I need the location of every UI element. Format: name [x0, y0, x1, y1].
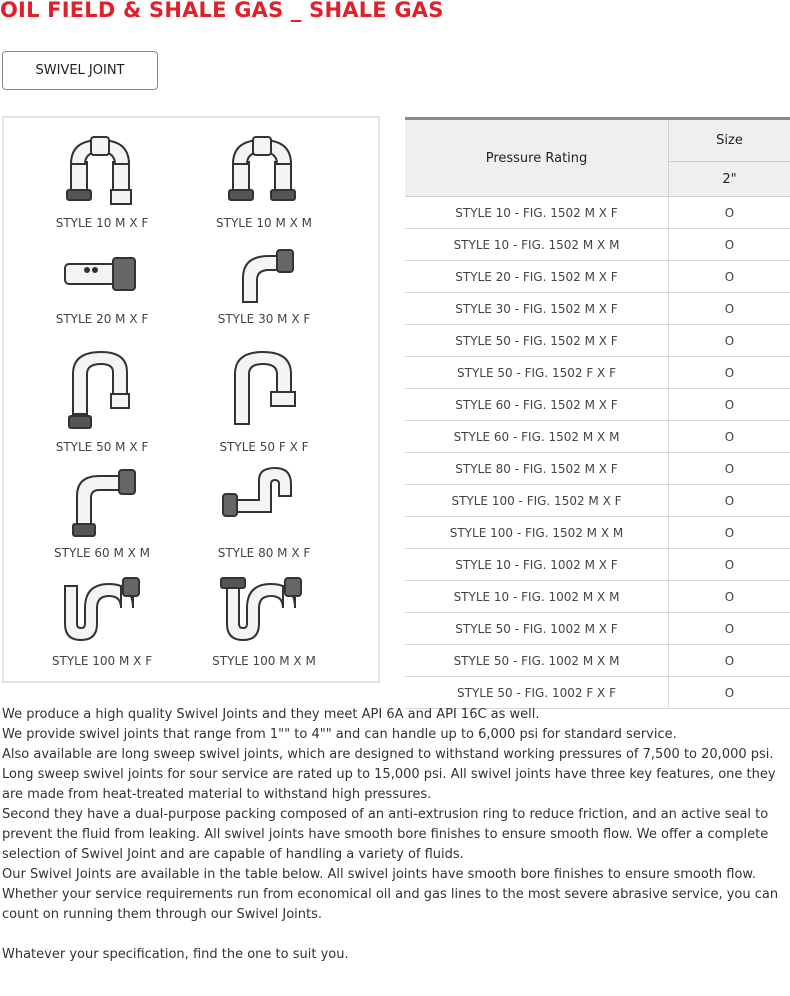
gallery-item[interactable]	[22, 456, 182, 560]
gallery-item[interactable]	[184, 456, 344, 560]
size-value-header: 2"	[669, 162, 790, 197]
table-row	[405, 581, 790, 613]
size-cell: O	[669, 293, 790, 325]
size-cell: O	[669, 645, 790, 677]
pressure-rating-cell: STYLE 50 - FIG. 1002 M X M	[405, 645, 669, 677]
table-row	[405, 389, 790, 421]
gallery-item[interactable]	[184, 572, 344, 668]
pressure-rating-cell: STYLE 50 - FIG. 1502 F X F	[405, 357, 669, 389]
gallery-item[interactable]	[22, 242, 182, 326]
swivel-joint-style-60-mxm-icon	[57, 456, 147, 542]
pressure-rating-cell: STYLE 10 - FIG. 1502 M X M	[405, 229, 669, 261]
gallery-item[interactable]	[22, 132, 182, 230]
gallery-caption: STYLE 10 M X F	[55, 216, 149, 230]
swivel-joint-style-50-mxf-icon	[57, 344, 147, 436]
swivel-joint-style-10-mxf-icon	[57, 132, 147, 212]
pressure-rating-cell: STYLE 20 - FIG. 1502 M X F	[405, 261, 669, 293]
size-cell: O	[669, 453, 790, 485]
page-title: OIL FIELD & SHALE GAS _ SHALE GAS	[0, 0, 444, 22]
pressure-rating-cell: STYLE 30 - FIG. 1502 M X F	[405, 293, 669, 325]
table-row	[405, 261, 790, 293]
pressure-rating-cell: STYLE 100 - FIG. 1502 M X M	[405, 517, 669, 549]
table-row	[405, 197, 790, 229]
size-cell: O	[669, 261, 790, 293]
size-cell: O	[669, 389, 790, 421]
gallery-item[interactable]	[184, 344, 344, 454]
table-row	[405, 485, 790, 517]
pressure-rating-cell: STYLE 50 - FIG. 1502 M X F	[405, 325, 669, 357]
pressure-rating-cell: STYLE 10 - FIG. 1002 M X M	[405, 581, 669, 613]
description-line: Whether your service requirements run from economical oil and gas lines to the most severe abrasive service, you can count on running them through our Swivel Joints.	[2, 887, 779, 922]
specification-table	[405, 117, 790, 709]
gallery-caption: STYLE 100 M X M	[212, 654, 316, 668]
size-header: Size	[669, 119, 790, 162]
closing-line: Whatever your specification, find the one to suit you.	[2, 947, 349, 962]
gallery-item[interactable]	[184, 242, 344, 326]
table-row	[405, 677, 790, 709]
table-body	[405, 197, 790, 709]
swivel-joint-style-50-fxf-icon	[219, 344, 309, 436]
pressure-rating-cell: STYLE 10 - FIG. 1002 M X F	[405, 549, 669, 581]
table-row	[405, 293, 790, 325]
gallery-caption: STYLE 50 M X F	[55, 440, 149, 454]
size-cell: O	[669, 325, 790, 357]
table-row	[405, 229, 790, 261]
pressure-rating-cell: STYLE 50 - FIG. 1002 M X F	[405, 613, 669, 645]
table-row	[405, 357, 790, 389]
product-gallery	[2, 116, 380, 683]
swivel-joint-style-100-mxf-icon	[57, 572, 147, 650]
pressure-rating-cell: STYLE 10 - FIG. 1502 M X F	[405, 197, 669, 229]
size-cell: O	[669, 613, 790, 645]
swivel-joint-tab-button[interactable]: SWIVEL JOINT	[2, 51, 158, 90]
table-row	[405, 325, 790, 357]
pressure-rating-cell: STYLE 50 - FIG. 1002 F X F	[405, 677, 669, 709]
pressure-rating-cell: STYLE 60 - FIG. 1502 M X F	[405, 389, 669, 421]
gallery-caption: STYLE 60 M X M	[54, 546, 150, 560]
description-line: We provide swivel joints that range from 1"" to 4"" and can handle up to 6,000 psi for standard service.	[2, 727, 677, 742]
size-cell: O	[669, 581, 790, 613]
paragraph-gap	[2, 925, 788, 945]
description-line: Second they have a dual-purpose packing composed of an anti-extrusion ring to reduce friction, and an active seal to prevent the fluid from leaking. All swivel joints have smooth bore finishes to ensure smooth flow. We offer a complete selection of Swivel Joint and are capable of handling a variety of fluids.	[2, 807, 769, 862]
gallery-caption: STYLE 30 M X F	[217, 312, 311, 326]
table-row	[405, 517, 790, 549]
size-cell: O	[669, 197, 790, 229]
size-cell: O	[669, 549, 790, 581]
size-cell: O	[669, 357, 790, 389]
size-cell: O	[669, 517, 790, 549]
gallery-item[interactable]	[22, 344, 182, 454]
pressure-rating-cell: STYLE 80 - FIG. 1502 M X F	[405, 453, 669, 485]
gallery-caption: STYLE 20 M X F	[55, 312, 149, 326]
description-line: Long sweep swivel joints for sour service are rated up to 15,000 psi. All swivel joints have three key features, one they are made from heat-treated material to withstand high pressures.	[2, 767, 776, 802]
gallery-caption: STYLE 80 M X F	[217, 546, 311, 560]
size-cell: O	[669, 421, 790, 453]
swivel-joint-style-10-mxm-icon	[219, 132, 309, 212]
table-row	[405, 613, 790, 645]
table-row	[405, 421, 790, 453]
table-row	[405, 549, 790, 581]
table-row	[405, 645, 790, 677]
gallery-item[interactable]	[22, 572, 182, 668]
swivel-joint-style-20-mxf-icon	[57, 242, 147, 308]
pressure-rating-cell: STYLE 100 - FIG. 1502 M X F	[405, 485, 669, 517]
gallery-caption: STYLE 10 M X M	[216, 216, 312, 230]
gallery-item[interactable]	[184, 132, 344, 230]
pressure-rating-header: Pressure Rating	[405, 119, 669, 197]
size-cell: O	[669, 677, 790, 709]
table-row	[405, 453, 790, 485]
swivel-joint-style-30-mxf-icon	[219, 242, 309, 308]
swivel-joint-style-100-mxm-icon	[219, 572, 309, 650]
description	[2, 705, 788, 965]
description-line: We produce a high quality Swivel Joints and they meet API 6A and API 16C as well.	[2, 707, 540, 722]
swivel-joint-style-80-mxf-icon	[219, 456, 309, 542]
gallery-caption: STYLE 100 M X F	[51, 654, 153, 668]
pressure-rating-cell: STYLE 60 - FIG. 1502 M X M	[405, 421, 669, 453]
description-line: Our Swivel Joints are available in the table below. All swivel joints have smooth bore finishes to ensure smooth flow.	[2, 867, 756, 882]
gallery-caption: STYLE 50 F X F	[219, 440, 309, 454]
description-line: Also available are long sweep swivel joints, which are designed to withstand working pressures of 7,500 to 20,000 psi.	[2, 747, 774, 762]
description-paragraphs	[2, 705, 788, 925]
size-cell: O	[669, 485, 790, 517]
size-cell: O	[669, 229, 790, 261]
